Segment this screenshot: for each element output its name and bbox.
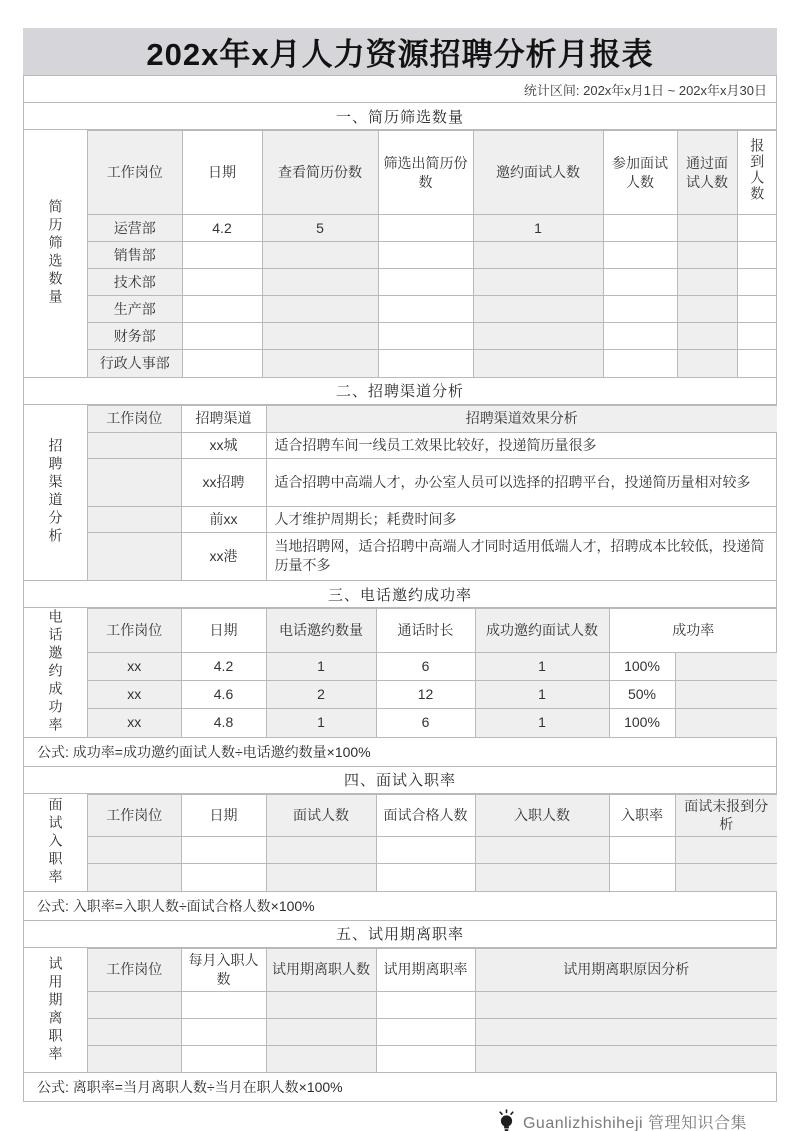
table-cell — [88, 991, 181, 1018]
formula-success-rate: 公式: 成功率=成功邀约面试人数÷电话邀约数量×100% — [24, 738, 776, 767]
column-header-cell: 工作岗位 — [88, 794, 181, 837]
table-cell: 100% — [609, 653, 675, 681]
column-header-cell: 试用期离职率 — [376, 948, 475, 991]
table-cell — [677, 215, 737, 242]
table-cell — [603, 350, 677, 377]
table-cell: xx港 — [181, 532, 266, 580]
brand-text: Guanlizhishiheji 管理知识合集 — [522, 1114, 747, 1131]
table-cell — [376, 864, 475, 891]
table-cell — [675, 709, 777, 737]
table-cell: 4.6 — [181, 681, 266, 709]
table-header-row — [88, 609, 777, 653]
table-cell — [603, 323, 677, 350]
column-header-cell: 日期 — [182, 131, 262, 215]
probation-turnover-rate-table — [88, 948, 777, 1072]
stat-range-label: 统计区间: 202x年x月1日 ~ 202x年x月30日 — [24, 76, 776, 103]
table-cell — [181, 864, 266, 891]
table-cell: 5 — [262, 215, 378, 242]
page-title: 202x年x月人力资源招聘分析月报表 — [23, 28, 777, 75]
table-cell — [475, 864, 609, 891]
table-row — [88, 350, 776, 377]
table-cell: 行政人事部 — [88, 350, 182, 377]
table-header-row — [88, 405, 777, 432]
table-cell — [473, 296, 603, 323]
formula-onboard-rate: 公式: 入职率=入职人数÷面试合格人数×100% — [24, 892, 776, 921]
table-cell — [88, 432, 181, 458]
table-row — [88, 432, 777, 458]
table-cell: 适合招聘中高端人才，办公室人员可以选择的招聘平台，投递简历量相对较多 — [266, 458, 777, 506]
table-cell — [603, 269, 677, 296]
interview-onboard-rate-table — [88, 794, 777, 891]
column-header-cell: 查看简历份数 — [262, 131, 378, 215]
column-header-cell: 参加面试人数 — [603, 131, 677, 215]
table-cell — [677, 323, 737, 350]
table-cell — [376, 991, 475, 1018]
table-cell: 适合招聘车间一线员工效果比较好，投递简历量很多 — [266, 432, 777, 458]
table-cell — [376, 1018, 475, 1045]
table-cell — [603, 296, 677, 323]
table-cell — [88, 506, 181, 532]
table-cell — [262, 323, 378, 350]
table-cell — [262, 350, 378, 377]
resume-screening-table — [88, 130, 776, 377]
table-cell: 50% — [609, 681, 675, 709]
column-header-cell: 成功率 — [609, 609, 777, 653]
table-row — [88, 458, 777, 506]
table-cell — [88, 864, 181, 891]
table-cell — [378, 242, 473, 269]
table-cell: 100% — [609, 709, 675, 737]
table-row — [88, 323, 776, 350]
table-row — [88, 242, 776, 269]
table-cell — [675, 653, 777, 681]
section-title-probation-turnover-rate: 五、试用期离职率 — [24, 921, 776, 948]
table-cell — [88, 1045, 181, 1072]
table-row — [88, 864, 777, 891]
table-cell — [88, 532, 181, 580]
table-cell — [88, 1018, 181, 1045]
column-header-cell: 招聘渠道 — [181, 405, 266, 432]
table-row — [88, 269, 776, 296]
table-cell — [262, 242, 378, 269]
table-cell — [182, 269, 262, 296]
table-cell — [737, 269, 776, 296]
table-cell — [677, 350, 737, 377]
column-header-cell: 工作岗位 — [88, 609, 181, 653]
formula-turnover-rate: 公式: 离职率=当月离职人数÷当月在职人数×100% — [24, 1073, 776, 1101]
column-header-cell: 日期 — [181, 794, 266, 837]
section-probation-turnover-rate — [24, 948, 776, 1073]
column-header-cell: 试用期离职人数 — [266, 948, 376, 991]
table-cell: 1 — [475, 681, 609, 709]
table-cell — [677, 296, 737, 323]
column-header-cell: 每月入职人数 — [181, 948, 266, 991]
table-cell — [677, 269, 737, 296]
section-title-resume-screening: 一、简历筛选数量 — [24, 103, 776, 130]
table-cell — [266, 837, 376, 864]
table-cell — [475, 991, 777, 1018]
table-cell — [677, 242, 737, 269]
table-row — [88, 1018, 777, 1045]
table-cell — [378, 350, 473, 377]
table-row — [88, 296, 776, 323]
table-cell — [609, 864, 675, 891]
section-side-label: 试用期离职率 — [24, 948, 88, 1072]
table-cell: 1 — [266, 709, 376, 737]
table-cell — [182, 323, 262, 350]
table-cell: 1 — [475, 653, 609, 681]
table-cell: xx招聘 — [181, 458, 266, 506]
table-cell: 6 — [376, 653, 475, 681]
table-cell — [262, 296, 378, 323]
section-phone-invite-rate — [24, 608, 776, 738]
table-cell: 4.2 — [182, 215, 262, 242]
section-side-label: 面试入职率 — [24, 794, 88, 891]
column-header-cell: 面试合格人数 — [376, 794, 475, 837]
table-cell — [378, 269, 473, 296]
table-cell — [181, 1018, 266, 1045]
table-cell — [737, 242, 776, 269]
table-cell — [88, 837, 181, 864]
column-header-cell: 工作岗位 — [88, 131, 182, 215]
column-header-cell: 面试人数 — [266, 794, 376, 837]
column-header-cell: 面试未报到分析 — [675, 794, 777, 837]
table-cell — [266, 991, 376, 1018]
table-cell — [737, 350, 776, 377]
table-row — [88, 991, 777, 1018]
section-title-phone-invite-rate: 三、电话邀约成功率 — [24, 581, 776, 608]
table-row — [88, 1045, 777, 1072]
table-cell — [475, 837, 609, 864]
section-side-label: 电话邀约成功率 — [24, 608, 88, 737]
table-cell: 前xx — [181, 506, 266, 532]
section-side-label: 简历筛选数量 — [24, 130, 88, 377]
table-cell — [675, 837, 777, 864]
column-header-cell: 入职人数 — [475, 794, 609, 837]
column-header-cell: 工作岗位 — [88, 405, 181, 432]
column-header-cell: 电话邀约数量 — [266, 609, 376, 653]
report-frame — [23, 75, 777, 1102]
channel-analysis-table — [88, 405, 777, 581]
table-cell — [181, 837, 266, 864]
table-cell — [475, 1045, 777, 1072]
table-cell: 6 — [376, 709, 475, 737]
report-page — [23, 28, 777, 1131]
section-channel-analysis — [24, 405, 776, 582]
table-cell: 2 — [266, 681, 376, 709]
table-cell — [675, 864, 777, 891]
table-cell — [182, 350, 262, 377]
section-side-label: 招聘渠道分析 — [24, 405, 88, 581]
table-cell — [262, 269, 378, 296]
table-cell: 销售部 — [88, 242, 182, 269]
section-title-channel-analysis: 二、招聘渠道分析 — [24, 378, 776, 405]
table-cell — [378, 215, 473, 242]
table-row — [88, 506, 777, 532]
table-cell — [737, 323, 776, 350]
table-row — [88, 709, 777, 737]
column-header-cell: 入职率 — [609, 794, 675, 837]
column-header-cell: 工作岗位 — [88, 948, 181, 991]
table-cell: xx — [88, 709, 181, 737]
table-cell: 运营部 — [88, 215, 182, 242]
table-cell — [603, 242, 677, 269]
table-cell — [609, 837, 675, 864]
brand-footer — [23, 1109, 777, 1131]
table-cell — [266, 864, 376, 891]
table-cell — [376, 837, 475, 864]
table-cell — [88, 458, 181, 506]
section-interview-onboard-rate — [24, 794, 776, 892]
table-cell — [181, 1045, 266, 1072]
table-cell: 4.2 — [181, 653, 266, 681]
table-cell — [473, 269, 603, 296]
table-cell — [473, 323, 603, 350]
table-cell: 人才维护周期长；耗费时间多 — [266, 506, 777, 532]
table-cell: xx城 — [181, 432, 266, 458]
table-cell — [737, 215, 776, 242]
table-cell: 4.8 — [181, 709, 266, 737]
lightbulb-icon — [497, 1109, 516, 1131]
column-header-cell: 招聘渠道效果分析 — [266, 405, 777, 432]
table-cell — [181, 991, 266, 1018]
table-row — [88, 681, 777, 709]
table-row — [88, 532, 777, 580]
table-cell — [182, 242, 262, 269]
section-resume-screening — [24, 130, 776, 378]
table-cell: 生产部 — [88, 296, 182, 323]
table-header-row — [88, 794, 777, 837]
column-header-cell: 试用期离职原因分析 — [475, 948, 777, 991]
table-cell: 当地招聘网，适合招聘中高端人才同时适用低端人才，招聘成本比较低，投递简历量不多 — [266, 532, 777, 580]
table-cell — [378, 296, 473, 323]
table-cell: xx — [88, 653, 181, 681]
table-cell — [675, 681, 777, 709]
table-cell — [266, 1018, 376, 1045]
column-header-cell: 邀约面试人数 — [473, 131, 603, 215]
table-cell — [182, 296, 262, 323]
table-cell — [737, 296, 776, 323]
table-cell — [376, 1045, 475, 1072]
phone-invite-rate-table — [88, 608, 777, 737]
table-cell: 12 — [376, 681, 475, 709]
column-header-cell: 筛选出简历份数 — [378, 131, 473, 215]
table-row — [88, 653, 777, 681]
table-cell — [475, 1018, 777, 1045]
table-cell: xx — [88, 681, 181, 709]
table-cell: 1 — [266, 653, 376, 681]
table-header-row — [88, 948, 777, 991]
column-header-cell: 日期 — [181, 609, 266, 653]
column-header-cell: 通话时长 — [376, 609, 475, 653]
table-row — [88, 215, 776, 242]
table-cell — [266, 1045, 376, 1072]
table-cell — [473, 242, 603, 269]
column-header-cell: 成功邀约面试人数 — [475, 609, 609, 653]
table-header-row — [88, 131, 776, 215]
column-header-cell: 通过面试人数 — [677, 131, 737, 215]
table-cell — [378, 323, 473, 350]
table-cell: 财务部 — [88, 323, 182, 350]
section-title-interview-onboard-rate: 四、面试入职率 — [24, 767, 776, 794]
table-cell — [603, 215, 677, 242]
table-cell: 1 — [475, 709, 609, 737]
table-cell — [473, 350, 603, 377]
table-row — [88, 837, 777, 864]
table-cell: 1 — [473, 215, 603, 242]
column-header-cell: 报到人数 — [737, 131, 776, 215]
table-cell: 技术部 — [88, 269, 182, 296]
